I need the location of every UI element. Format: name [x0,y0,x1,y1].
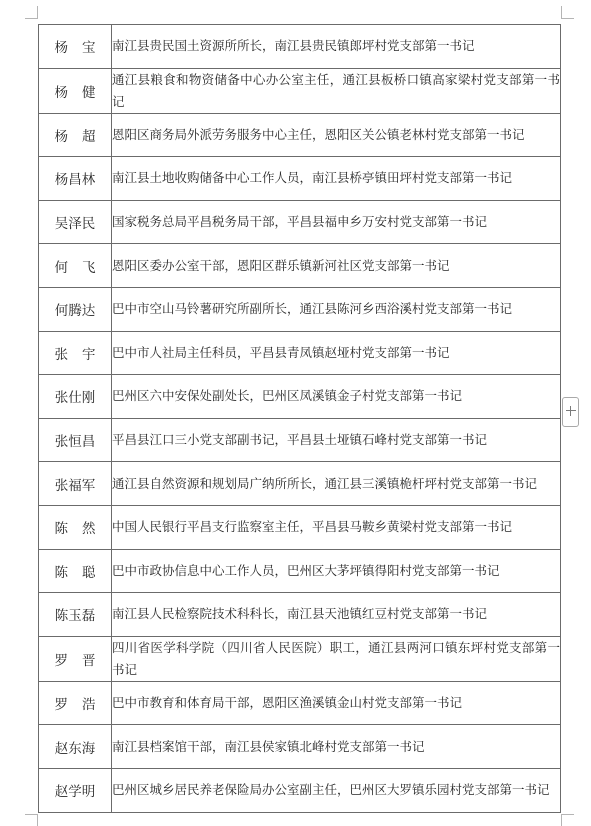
name-cell: 陈然 [39,505,112,549]
table-row [39,331,561,375]
table-row [39,593,561,637]
table-row [39,725,561,769]
post-cell: 巴中市空山马铃薯研究所副所长，通江县陈河乡西浴溪村党支部第一书记 [112,287,561,331]
post-cell: 通江县自然资源和规划局广纳所所长，通江县三溪镇桅杆坪村党支部第一书记 [112,462,561,506]
table-row [39,375,561,419]
add-row-button[interactable] [562,397,579,427]
table-row [39,68,561,113]
name-cell: 赵学明 [39,768,112,812]
post-cell: 四川省医学科学院（四川省人民医院）职工，通江县两河口镇东坪村党支部第一书记 [112,636,561,681]
table-row [39,418,561,462]
name-cell: 张宇 [39,331,112,375]
post-cell: 中国人民银行平昌支行监察室主任，平昌县马鞍乡黄梁村党支部第一书记 [112,505,561,549]
name-cell: 陈聪 [39,549,112,593]
name-cell: 张福军 [39,462,112,506]
name-cell: 杨昌林 [39,157,112,201]
name-cell: 吴泽民 [39,200,112,244]
name-cell: 杨超 [39,113,112,157]
post-cell: 南江县贵民国土资源所所长，南江县贵民镇郎坪村党支部第一书记 [112,25,561,69]
table-row [39,768,561,812]
roster-table [38,24,561,813]
post-cell: 巴州区六中安保处副处长，巴州区凤溪镇金子村党支部第一书记 [112,375,561,419]
table-row [39,549,561,593]
post-cell: 恩阳区商务局外派劳务服务中心主任，恩阳区关公镇老林村党支部第一书记 [112,113,561,157]
post-cell: 巴中市教育和体育局干部，恩阳区渔溪镇金山村党支部第一书记 [112,681,561,725]
post-cell: 国家税务总局平昌税务局干部，平昌县福申乡万安村党支部第一书记 [112,200,561,244]
post-cell: 恩阳区委办公室干部，恩阳区群乐镇新河社区党支部第一书记 [112,244,561,288]
table-row [39,287,561,331]
table-row [39,157,561,201]
name-cell: 张恒昌 [39,418,112,462]
table-row [39,25,561,69]
name-cell: 罗浩 [39,681,112,725]
name-cell: 赵东海 [39,725,112,769]
crop-mark-bottom-right [561,814,574,826]
name-cell: 罗晋 [39,636,112,681]
post-cell: 南江县档案馆干部，南江县侯家镇北峰村党支部第一书记 [112,725,561,769]
name-cell: 张仕刚 [39,375,112,419]
name-cell: 杨健 [39,68,112,113]
table-row [39,244,561,288]
post-cell: 通江县粮食和物资储备中心办公室主任，通江县板桥口镇高家梁村党支部第一书记 [112,68,561,113]
table-row [39,505,561,549]
table-row [39,681,561,725]
table-row [39,113,561,157]
name-cell: 何飞 [39,244,112,288]
name-cell: 杨宝 [39,25,112,69]
table-row [39,200,561,244]
crop-mark-top-right [561,6,574,19]
table-row [39,636,561,681]
post-cell: 南江县土地收购储备中心工作人员，南江县桥亭镇田坪村党支部第一书记 [112,157,561,201]
name-cell: 何腾达 [39,287,112,331]
post-cell: 巴中市政协信息中心工作人员，巴州区大茅坪镇得阳村党支部第一书记 [112,549,561,593]
post-cell: 巴中市人社局主任科员，平昌县青凤镇赵垭村党支部第一书记 [112,331,561,375]
roster-table-body [39,25,561,813]
crop-mark-top-left [25,6,38,19]
table-row [39,462,561,506]
name-cell: 陈玉磊 [39,593,112,637]
post-cell: 巴州区城乡居民养老保险局办公室副主任，巴州区大罗镇乐园村党支部第一书记 [112,768,561,812]
plus-icon [566,406,576,416]
post-cell: 南江县人民检察院技术科科长，南江县天池镇红豆村党支部第一书记 [112,593,561,637]
crop-mark-bottom-left [25,814,38,826]
post-cell: 平昌县江口三小党支部副书记，平昌县土垭镇石峰村党支部第一书记 [112,418,561,462]
